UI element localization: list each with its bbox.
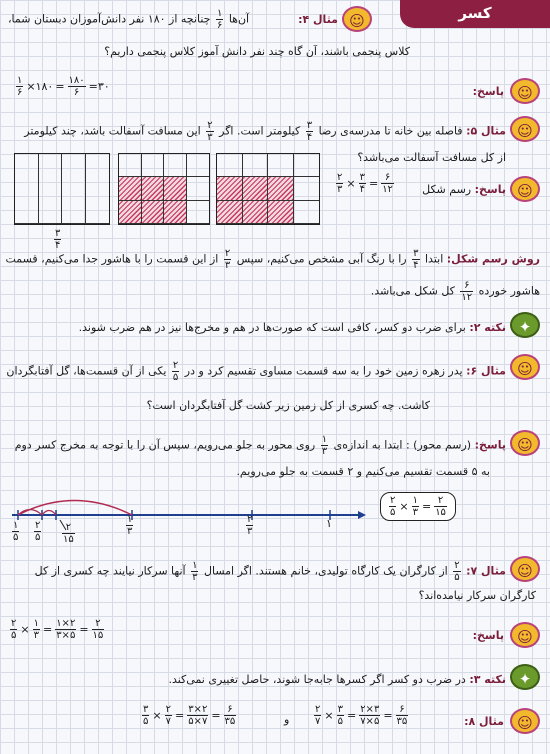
smiley-badge-icon: ☺	[510, 78, 540, 104]
ex6-line1: مثال ۶: پدر زهره زمین خود را به سه قسمت مساوی تقسیم کرد و در $\frac{۲}{۵}$ یکی از آن قسمت‌ها، گل آفتابگردان	[6, 360, 506, 383]
ex5-answer: پاسخ: رسم شکل	[422, 183, 506, 196]
smiley-badge-icon: ☺	[510, 354, 540, 380]
method-line2: هاشور خورده $\frac{۶}{۱۲}$ کل شکل می‌باشد.	[370, 280, 540, 303]
ex8-equation-right: $\frac{۲}{۷}$ × $\frac{۳}{۵}$ = $\frac{۲\times ۳}{۷\times ۵}$ = $\frac{۶}{۳۵}$	[315, 704, 408, 727]
ex4-answer-label: پاسخ:	[472, 85, 504, 98]
ex7-line1: مثال ۷: $\frac{۲}{۵}$ از کارگران یک کارگاه تولیدی، خانم هستند. اگر امسال $\frac{۱}{۳}$ آنها سرکار نیایند چه کسری از کل	[34, 560, 506, 583]
ex4-equation: $\frac{۱}{۶}$ ×۱۸۰ = $\frac{۱۸۰}{۶}$ =۳۰	[17, 75, 110, 98]
note-badge-icon: ✦	[510, 664, 540, 690]
note2-text: نکته ۲: برای ضرب دو کسر، کافی است که صورت‌ها در هم و مخرج‌ها نیز در هم ضرب شوند.	[78, 321, 506, 334]
tick-label-6: ۱	[326, 517, 332, 530]
fig-label-fraction: $\frac{۳}{۴}$	[55, 228, 61, 251]
tick-label-2: $\frac{۲}{۵}$	[35, 520, 41, 543]
ex6-answer: پاسخ: (رسم محور) : ابتدا به اندازه‌ی $\frac{۱}{۳}$ روی محور به جلو می‌رویم، سپس آن را با توجه به مخرج کسر دوم	[14, 434, 506, 457]
tick-label-5: $\frac{۲}{۳}$	[247, 514, 253, 537]
tick-label-1: $\frac{۱}{۵}$	[13, 520, 19, 543]
fraction-grid-hatched-b	[216, 153, 320, 225]
ex5-line1: مثال ۵: فاصله بین خانه تا مدرسه‌ی رضا $\frac{۳}{۴}$ کیلومتر است. اگر $\frac{۲}{۳}$ این مسافت آسفالت باشد، چند کیلومتر	[24, 120, 506, 143]
tick-label-4: $\frac{۱}{۳}$	[127, 514, 133, 537]
ex4-line1-rest	[8, 8, 249, 31]
chapter-title: کسر	[458, 4, 492, 22]
note-badge-icon: ✦	[510, 312, 540, 338]
ex6-line3: به ۵ قسمت تقسیم می‌کنیم و ۲ قسمت به جلو می‌رویم.	[236, 465, 490, 478]
smiley-badge-icon: ☺	[510, 708, 540, 734]
ex7-line2: کارگران سرکار نیامده‌اند؟	[418, 589, 536, 602]
smiley-badge-icon: ☺	[510, 116, 540, 142]
note3-text: نکته ۳: در ضرب دو کسر اگر کسرها جابه‌جا شوند، حاصل تغییری نمی‌کند.	[168, 673, 506, 686]
ex4-line1-end: آن‌ها	[228, 12, 250, 26]
method-line1: روش رسم شکل: ابتدا $\frac{۳}{۴}$ را با رنگ آبی مشخص می‌کنیم، سپس $\frac{۲}{۳}$ از این قسمت را با هاشور جدا می‌کنیم، قسمت	[5, 248, 540, 271]
smiley-badge-icon: ☺	[510, 556, 540, 582]
chapter-header	[400, 0, 550, 28]
smiley-badge-icon: ☺	[342, 6, 372, 32]
ex7-equation: $\frac{۲}{۵}$ × $\frac{۱}{۳}$ = $\frac{۱\times ۲}{۳\times ۵}$ = $\frac{۲}{۱۵}$	[11, 618, 104, 641]
ex6-result-box: $\frac{۲}{۵}$ × $\frac{۱}{۳}$ = $\frac{۲}{۱۵}$	[380, 492, 456, 521]
ex8-and: و	[284, 713, 290, 726]
ex5-equation: $\frac{۲}{۳}$ × $\frac{۳}{۴}$ = $\frac{۶}{۱۲}$	[337, 172, 393, 195]
ex4-line1	[298, 12, 338, 27]
ex4-line1-main: چنانچه از ۱۸۰ نفر دانش‌آموزان دبستان شما،	[8, 12, 211, 26]
ex5-line2: از کل مسافت آسفالت می‌باشد؟	[357, 151, 506, 164]
ex4-label: مثال ۴:	[298, 13, 338, 26]
ex8-label: مثال ۸:	[464, 715, 504, 728]
fraction-grid-hatched-a	[118, 153, 210, 225]
smiley-badge-icon: ☺	[510, 430, 540, 456]
smiley-badge-icon: ☺	[510, 176, 540, 202]
ex5-label: مثال ۵:	[466, 124, 506, 138]
ex7-answer-label: پاسخ:	[472, 629, 504, 642]
ex4-line2: کلاس پنجمی باشند، آن گاه چند نفر دانش آموز کلاس پنجمی داریم؟	[104, 45, 410, 58]
fraction-bar-quarters	[14, 153, 110, 225]
ex8-equation-left: $\frac{۳}{۵}$ × $\frac{۲}{۷}$ = $\frac{۳\times ۲}{۵\times ۷}$ = $\frac{۶}{۳۵}$	[143, 704, 236, 727]
tick-label-3: $\frac{۲}{۱۵}$	[63, 522, 74, 545]
ex4-fraction: $\frac{۱}{۶}$	[216, 8, 223, 31]
smiley-badge-icon: ☺	[510, 622, 540, 648]
ex6-line2: کاشت. چه کسری از کل زمین زیر کشت گل آفتابگردان است؟	[146, 399, 430, 412]
